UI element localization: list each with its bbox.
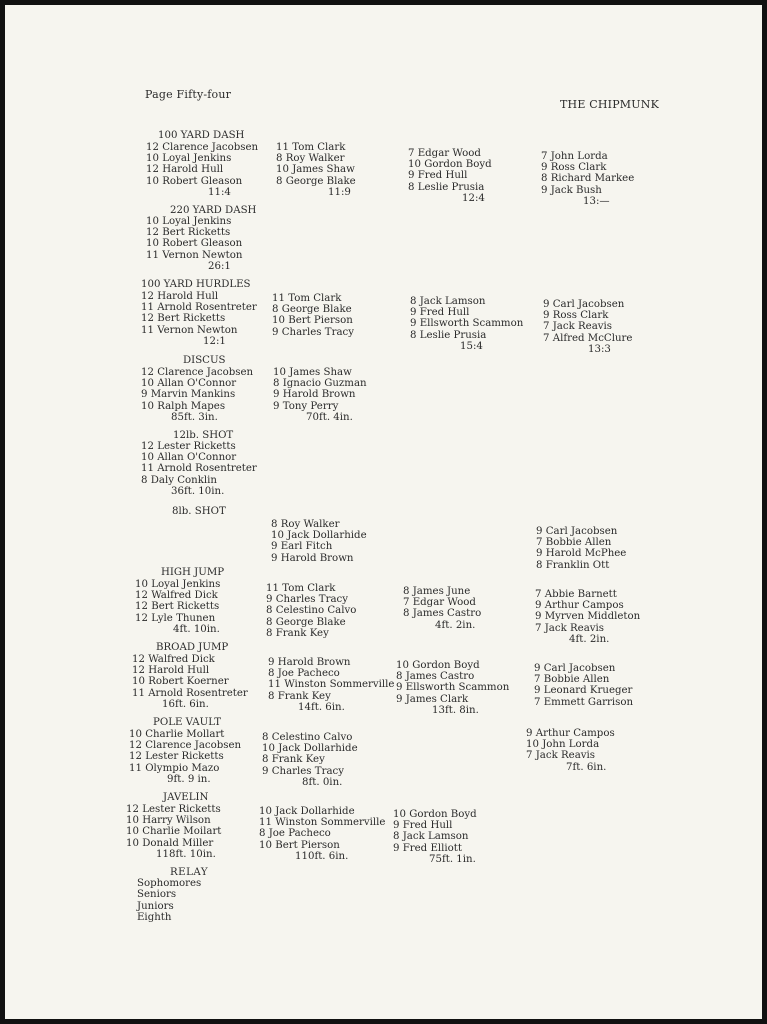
winning-mark: 13ft. 8in. xyxy=(432,704,479,716)
athlete-entry: 12 Walfred Dick xyxy=(135,590,218,602)
event-title: JAVELIN xyxy=(163,792,209,803)
athlete-entry: 12 Harold Hull xyxy=(132,665,210,677)
athlete-entry: 11 Arnold Rosentreter xyxy=(141,463,257,475)
athlete-entry: 8 Leslie Prusia xyxy=(410,329,487,341)
athlete-entry: 10 Allan O'Connor xyxy=(141,378,237,390)
athlete-entry: 8 Ignacio Guzman xyxy=(273,378,367,390)
event-title: DISCUS xyxy=(183,355,226,366)
athlete-entry: 11 Arnold Rosentreter xyxy=(132,687,248,699)
event-title: 8lb. SHOT xyxy=(172,506,226,517)
winning-mark: 26:1 xyxy=(208,260,231,272)
athlete-entry: 10 Robert Koerner xyxy=(132,676,229,688)
athlete-entry: 9 Earl Fitch xyxy=(271,541,333,553)
athlete-entry: 8 Richard Markee xyxy=(541,173,635,185)
winning-mark: 7ft. 6in. xyxy=(566,761,607,773)
results-column xyxy=(146,142,258,198)
results-column xyxy=(541,151,634,207)
athlete-entry: 10 Charlie Moilart xyxy=(126,826,222,838)
winning-mark: 14ft. 6in. xyxy=(298,701,345,713)
results-column xyxy=(393,809,477,865)
athlete-entry: 11 Tom Clark xyxy=(272,293,342,304)
athlete-entry: 10 James Shaw xyxy=(273,367,352,378)
winning-mark: 85ft. 3in. xyxy=(171,411,218,423)
athlete-entry: 9 Leonard Krueger xyxy=(534,685,633,697)
athlete-entry: 10 Allan O'Connor xyxy=(141,452,237,464)
results-column xyxy=(135,579,220,635)
relay-results xyxy=(137,867,208,923)
event-title: 220 YARD DASH xyxy=(170,205,257,216)
athlete-entry: 8 Roy Walker xyxy=(276,153,345,165)
winning-mark: 8ft. 0in. xyxy=(302,776,343,788)
results-column xyxy=(126,804,221,860)
athlete-entry: 9 Harold Brown xyxy=(268,657,351,668)
relay-team: Juniors xyxy=(137,900,174,912)
athlete-entry: 11 Winston Sommerville xyxy=(268,679,395,691)
athlete-entry: 9 Charles Tracy xyxy=(262,765,344,777)
athlete-entry: 11 Olympio Mazo xyxy=(129,762,220,774)
results-column xyxy=(266,583,356,639)
athlete-entry: 8 Celestino Calvo xyxy=(266,605,357,617)
relay-team: Sophomores xyxy=(137,878,202,890)
event-title: 100 YARD HURDLES xyxy=(141,279,251,290)
athlete-entry: 7 Alfred McClure xyxy=(543,332,633,344)
winning-mark: 11:9 xyxy=(328,186,351,198)
athlete-entry: 8 Franklin Ott xyxy=(536,559,610,571)
athlete-entry: 9 Arthur Campos xyxy=(526,728,615,739)
results-column xyxy=(543,299,632,355)
event-title: 100 YARD DASH xyxy=(158,130,245,141)
athlete-entry: 10 Loyal Jenkins xyxy=(135,579,221,590)
results-column xyxy=(259,806,385,862)
athlete-entry: 11 Tom Clark xyxy=(276,142,346,153)
event-title: POLE VAULT xyxy=(153,717,221,728)
results-column xyxy=(272,293,354,338)
athlete-entry: 8 George Blake xyxy=(272,304,352,316)
relay-team: Seniors xyxy=(137,889,177,901)
athlete-entry: 12 Walfred Dick xyxy=(132,654,215,665)
athlete-entry: 7 Jack Reavis xyxy=(526,750,596,762)
athlete-entry: 12 Harold Hull xyxy=(146,164,224,176)
athlete-entry: 12 Lester Ricketts xyxy=(126,804,221,815)
athlete-entry: 9 Ellsworth Scammon xyxy=(396,682,510,694)
winning-mark: 9ft. 9 in. xyxy=(167,773,211,785)
athlete-entry: 12 Lester Ricketts xyxy=(141,441,236,452)
athlete-entry: 8 George Blake xyxy=(276,175,356,187)
athlete-entry: 9 Fred Hull xyxy=(408,170,468,182)
winning-mark: 12:4 xyxy=(462,192,485,204)
athlete-entry: 9 Fred Hull xyxy=(410,307,470,319)
page-number-label: Page Fifty-four xyxy=(145,88,232,101)
athlete-entry: 9 Arthur Campos xyxy=(535,600,624,612)
athlete-entry: 12 Clarence Jacobsen xyxy=(129,740,242,752)
athlete-entry: 9 Ellsworth Scammon xyxy=(410,318,524,330)
athlete-entry: 7 John Lorda xyxy=(541,151,608,162)
athlete-entry: 7 Abbie Barnett xyxy=(535,589,617,600)
athlete-entry: 10 Bert Pierson xyxy=(259,839,340,851)
results-column xyxy=(129,729,241,785)
results-column xyxy=(526,728,615,773)
results-column xyxy=(141,441,257,497)
athlete-entry: 9 Fred Hull xyxy=(393,820,453,832)
athlete-entry: 12 Lester Ricketts xyxy=(129,751,224,763)
athlete-entry: 9 Harold Brown xyxy=(271,552,354,564)
athlete-entry: 12 Lyle Thunen xyxy=(135,612,216,624)
athlete-entry: 8 James Castro xyxy=(403,608,482,620)
athlete-entry: 11 Tom Clark xyxy=(266,583,336,594)
athlete-entry: 8 Jack Lamson xyxy=(393,831,469,843)
athlete-entry: 10 John Lorda xyxy=(526,739,600,751)
publication-title: THE CHIPMUNK xyxy=(560,98,659,111)
athlete-entry: 7 Edgar Wood xyxy=(403,597,476,609)
winning-mark: 4ft. 2in. xyxy=(569,633,610,645)
athlete-entry: 10 Robert Gleason xyxy=(146,238,243,250)
athlete-entry: 7 Bobbie Allen xyxy=(534,674,610,686)
relay-title: RELAY xyxy=(170,867,209,878)
relay-team: Eighth xyxy=(137,911,172,923)
results-column xyxy=(141,291,257,347)
athlete-entry: 10 Jack Dollarhide xyxy=(262,743,358,755)
athlete-entry: 12 Clarence Jacobsen xyxy=(141,367,254,378)
athlete-entry: 10 Charlie Mollart xyxy=(129,729,225,740)
athlete-entry: 12 Bert Ricketts xyxy=(141,313,226,325)
results-column xyxy=(271,519,367,564)
results-column xyxy=(410,296,523,352)
winning-mark: 75ft. 1in. xyxy=(429,853,476,865)
athlete-entry: 7 Jack Reavis xyxy=(535,622,605,634)
athlete-entry: 8 James Castro xyxy=(396,671,475,683)
athlete-entry: 8 Jack Lamson xyxy=(410,296,486,307)
results-column xyxy=(534,663,633,708)
results-column xyxy=(268,657,394,713)
athlete-entry: 7 Jack Reavis xyxy=(543,321,613,333)
athlete-entry: 12 Clarence Jacobsen xyxy=(146,142,259,153)
athlete-entry: 10 Gordon Boyd xyxy=(408,159,492,171)
athlete-entry: 11 Arnold Rosentreter xyxy=(141,302,257,314)
athlete-entry: 10 Jack Dollarhide xyxy=(259,806,355,817)
athlete-entry: 8 Leslie Prusia xyxy=(408,181,485,193)
athlete-entry: 9 Myrven Middleton xyxy=(535,611,641,623)
winning-mark: 4ft. 2in. xyxy=(435,619,476,631)
athlete-entry: 10 James Shaw xyxy=(276,164,355,176)
athlete-entry: 9 Ross Clark xyxy=(541,162,607,174)
athlete-entry: 9 Carl Jacobsen xyxy=(536,526,618,537)
winning-mark: 13:3 xyxy=(588,343,611,355)
results-column xyxy=(396,660,509,716)
athlete-entry: 9 Tony Perry xyxy=(273,400,339,412)
results-column xyxy=(408,148,492,204)
results-column xyxy=(146,216,242,272)
athlete-entry: 10 Gordon Boyd xyxy=(396,660,480,671)
athlete-entry: 11 Vernon Newton xyxy=(141,324,238,336)
winning-mark: 11:4 xyxy=(208,186,231,198)
athlete-entry: 7 Emmett Garrison xyxy=(534,696,634,708)
athlete-entry: 9 Jack Bush xyxy=(541,184,602,196)
results-column xyxy=(535,589,640,645)
event-title: 12lb. SHOT xyxy=(173,430,234,441)
athlete-entry: 12 Bert Ricketts xyxy=(146,227,231,239)
athlete-entry: 9 Harold McPhee xyxy=(536,548,627,560)
results-column xyxy=(141,367,253,423)
athlete-entry: 8 Joe Pacheco xyxy=(268,668,340,680)
results-column xyxy=(132,654,248,710)
winning-mark: 70ft. 4in. xyxy=(306,411,353,423)
winning-mark: 15:4 xyxy=(460,340,483,352)
athlete-entry: 8 Daly Conklin xyxy=(141,474,217,486)
athlete-entry: 8 Celestino Calvo xyxy=(262,732,353,743)
athlete-entry: 11 Vernon Newton xyxy=(146,249,243,261)
athlete-entry: 9 Carl Jacobsen xyxy=(534,663,616,674)
athlete-entry: 9 Marvin Mankins xyxy=(141,389,236,401)
results-column xyxy=(273,367,367,423)
athlete-entry: 10 Jack Dollarhide xyxy=(271,530,367,542)
athlete-entry: 10 Bert Pierson xyxy=(272,315,353,327)
athlete-entry: 9 Fred Elliott xyxy=(393,842,462,854)
results-column xyxy=(536,526,626,571)
event-title: BROAD JUMP xyxy=(156,642,229,653)
athlete-entry: 10 Ralph Mapes xyxy=(141,400,226,412)
athlete-entry: 10 Gordon Boyd xyxy=(393,809,477,820)
athlete-entry: 9 Harold Brown xyxy=(273,389,356,401)
results-column xyxy=(403,586,481,631)
athlete-entry: 8 Roy Walker xyxy=(271,519,340,530)
athlete-entry: 11 Winston Sommerville xyxy=(259,817,386,829)
athlete-entry: 10 Loyal Jenkins xyxy=(146,216,232,227)
results-column xyxy=(276,142,356,198)
athlete-entry: 10 Loyal Jenkins xyxy=(146,153,232,165)
winning-mark: 118ft. 10in. xyxy=(156,848,216,860)
athlete-entry: 8 James June xyxy=(403,586,471,597)
winning-mark: 4ft. 10in. xyxy=(173,623,220,635)
athlete-entry: 7 Edgar Wood xyxy=(408,148,481,159)
athlete-entry: 10 Harry Wilson xyxy=(126,815,211,827)
athlete-entry: 8 George Blake xyxy=(266,616,346,628)
athlete-entry: 12 Harold Hull xyxy=(141,291,219,302)
athlete-entry: 10 Donald Miller xyxy=(126,837,214,849)
athlete-entry: 8 Frank Key xyxy=(262,754,325,766)
athlete-entry: 8 Frank Key xyxy=(266,627,329,639)
athlete-entry: 8 Frank Key xyxy=(268,690,331,702)
athlete-entry: 8 Joe Pacheco xyxy=(259,828,331,840)
athlete-entry: 9 James Clark xyxy=(396,693,469,705)
athlete-entry: 12 Bert Ricketts xyxy=(135,601,220,613)
athlete-entry: 9 Carl Jacobsen xyxy=(543,299,625,310)
winning-mark: 12:1 xyxy=(203,335,226,347)
results-column xyxy=(262,732,358,788)
athlete-entry: 10 Robert Gleason xyxy=(146,175,243,187)
athlete-entry: 9 Charles Tracy xyxy=(266,594,348,606)
athlete-entry: 9 Ross Clark xyxy=(543,310,609,322)
athlete-entry: 7 Bobbie Allen xyxy=(536,537,612,549)
athlete-entry: 9 Charles Tracy xyxy=(272,326,354,338)
winning-mark: 13:— xyxy=(583,195,610,207)
winning-mark: 36ft. 10in. xyxy=(171,485,225,497)
event-title: HIGH JUMP xyxy=(161,567,225,578)
winning-mark: 16ft. 6in. xyxy=(162,698,209,710)
winning-mark: 110ft. 6in. xyxy=(295,850,349,862)
